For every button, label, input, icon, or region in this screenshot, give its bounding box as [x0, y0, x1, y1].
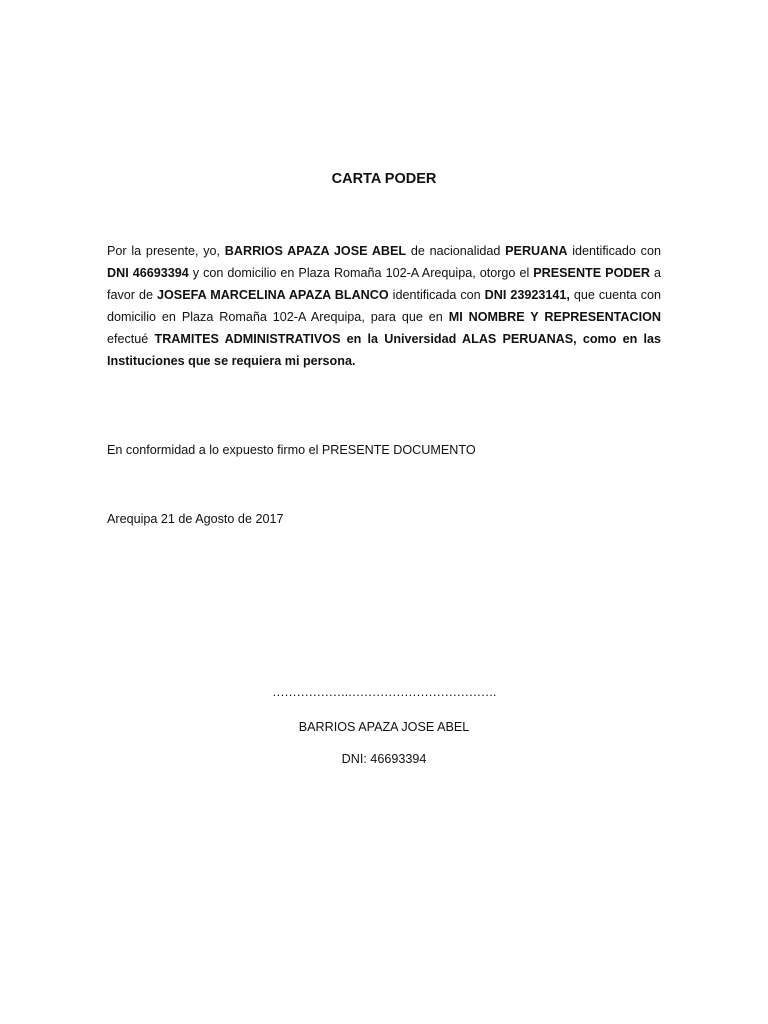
body-paragraph	[107, 240, 661, 372]
signer-name: BARRIOS APAZA JOSE ABEL	[298, 720, 470, 734]
paragraph-segment: MI NOMBRE Y REPRESENTACION	[448, 310, 661, 324]
paragraph-segment: efectué	[107, 332, 155, 346]
paragraph-segment: DNI 46693394	[107, 266, 189, 280]
document-title: CARTA PODER	[331, 171, 437, 187]
paragraph-segment: identificada con	[388, 288, 485, 302]
paragraph-segment: Por la presente, yo,	[107, 244, 225, 258]
paragraph-segment: identificado con	[567, 244, 661, 258]
paragraph-segment: PRESENTE PODER	[533, 266, 650, 280]
date-text: Arequipa 21 de Agosto de 2017	[107, 512, 284, 526]
signer-dni: DNI: 46693394	[341, 752, 427, 766]
paragraph-segment: PERUANA	[505, 244, 568, 258]
paragraph-segment: de nacionalidad	[406, 244, 506, 258]
paragraph-segment: y con domicilio en Plaza Romaña 102-A Arequipa, otorgo el	[188, 266, 534, 280]
signature-line: ……………….……………………………….	[272, 685, 496, 699]
paragraph-segment: a favor de	[107, 266, 661, 302]
paragraph-segment: que cuenta con domicilio en Plaza Romaña 102-A Arequipa, para que en	[107, 288, 661, 324]
conformidad-text: En conformidad a lo expuesto firmo el PRESENTE DOCUMENTO	[107, 443, 476, 457]
paragraph-segment: BARRIOS APAZA JOSE ABEL	[224, 244, 407, 258]
paragraph-segment: JOSEFA MARCELINA APAZA BLANCO	[157, 288, 389, 302]
paragraph-segment: TRAMITES ADMINISTRATIVOS en la Universidad ALAS PERUANAS, como en las Instituciones que se requiera mi persona.	[107, 332, 661, 368]
paragraph-segment: DNI 23923141,	[484, 288, 570, 302]
